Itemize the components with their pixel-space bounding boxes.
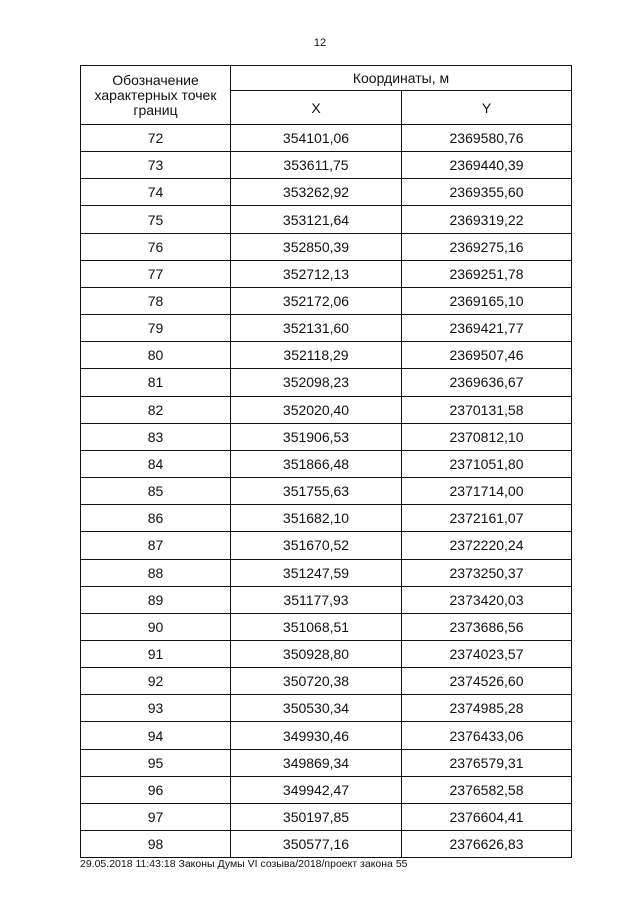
table-row: [81, 478, 572, 505]
x-coordinate-cell: 353121,64: [231, 206, 402, 233]
y-column-header: Y: [402, 91, 572, 125]
x-coordinate-cell: 352020,40: [231, 396, 402, 423]
table-row: [81, 505, 572, 532]
table-row: [81, 586, 572, 613]
point-cell: 82: [81, 396, 231, 423]
point-cell: 80: [81, 342, 231, 369]
y-coordinate-cell: 2369440,39: [402, 152, 572, 179]
point-cell: 87: [81, 532, 231, 559]
y-coordinate-cell: 2374526,60: [402, 668, 572, 695]
point-cell: 97: [81, 803, 231, 830]
table-row: [81, 450, 572, 477]
point-cell: 89: [81, 586, 231, 613]
table-row: [81, 233, 572, 260]
y-coordinate-cell: 2376582,58: [402, 776, 572, 803]
coordinates-table: [80, 65, 572, 858]
y-coordinate-cell: 2376579,31: [402, 749, 572, 776]
y-coordinate-cell: 2369319,22: [402, 206, 572, 233]
table-row: [81, 396, 572, 423]
y-coordinate-cell: 2369355,60: [402, 179, 572, 206]
x-coordinate-cell: 350928,80: [231, 640, 402, 667]
x-coordinate-cell: 351177,93: [231, 586, 402, 613]
table-row: [81, 532, 572, 559]
x-coordinate-cell: 354101,06: [231, 125, 402, 152]
point-cell: 92: [81, 668, 231, 695]
table-row: [81, 640, 572, 667]
y-coordinate-cell: 2369636,67: [402, 369, 572, 396]
table-row: [81, 342, 572, 369]
x-coordinate-cell: 351866,48: [231, 450, 402, 477]
point-cell: 75: [81, 206, 231, 233]
table-body: [81, 125, 572, 858]
y-coordinate-cell: 2369580,76: [402, 125, 572, 152]
table-row: [81, 559, 572, 586]
x-coordinate-cell: 351682,10: [231, 505, 402, 532]
point-cell: 96: [81, 776, 231, 803]
x-coordinate-cell: 352712,13: [231, 260, 402, 287]
table-row: [81, 695, 572, 722]
y-coordinate-cell: 2373686,56: [402, 613, 572, 640]
point-cell: 77: [81, 260, 231, 287]
table-header: [81, 66, 572, 125]
point-cell: 95: [81, 749, 231, 776]
x-coordinate-cell: 352131,60: [231, 315, 402, 342]
x-coordinate-cell: 350197,85: [231, 803, 402, 830]
point-cell: 83: [81, 423, 231, 450]
x-coordinate-cell: 353262,92: [231, 179, 402, 206]
page-number: 12: [313, 37, 327, 49]
y-coordinate-cell: 2372161,07: [402, 505, 572, 532]
table-row: [81, 613, 572, 640]
x-coordinate-cell: 351670,52: [231, 532, 402, 559]
y-coordinate-cell: 2369421,77: [402, 315, 572, 342]
x-coordinate-cell: 351068,51: [231, 613, 402, 640]
point-cell: 90: [81, 613, 231, 640]
point-cell: 98: [81, 831, 231, 858]
table-row: [81, 287, 572, 314]
y-coordinate-cell: 2370131,58: [402, 396, 572, 423]
table-row: [81, 803, 572, 830]
point-cell: 94: [81, 722, 231, 749]
y-coordinate-cell: 2374023,57: [402, 640, 572, 667]
point-cell: 81: [81, 369, 231, 396]
table-row: [81, 179, 572, 206]
x-coordinate-cell: 352098,23: [231, 369, 402, 396]
table-row: [81, 749, 572, 776]
point-cell: 79: [81, 315, 231, 342]
point-cell: 86: [81, 505, 231, 532]
point-column-header: Обозначение характерных точек границ: [81, 66, 231, 125]
y-coordinate-cell: 2376626,83: [402, 831, 572, 858]
point-cell: 88: [81, 559, 231, 586]
table-row: [81, 722, 572, 749]
x-coordinate-cell: 351906,53: [231, 423, 402, 450]
table-row: [81, 668, 572, 695]
x-coordinate-cell: 350720,38: [231, 668, 402, 695]
x-coordinate-cell: 353611,75: [231, 152, 402, 179]
point-cell: 85: [81, 478, 231, 505]
y-coordinate-cell: 2373420,03: [402, 586, 572, 613]
y-coordinate-cell: 2373250,37: [402, 559, 572, 586]
y-coordinate-cell: 2371051,80: [402, 450, 572, 477]
table-row: [81, 152, 572, 179]
y-coordinate-cell: 2374985,28: [402, 695, 572, 722]
y-coordinate-cell: 2372220,24: [402, 532, 572, 559]
x-coordinate-cell: 352172,06: [231, 287, 402, 314]
y-coordinate-cell: 2369165,10: [402, 287, 572, 314]
coordinates-column-header: Координаты, м: [231, 66, 572, 91]
table-row: [81, 125, 572, 152]
y-coordinate-cell: 2376433,06: [402, 722, 572, 749]
point-cell: 76: [81, 233, 231, 260]
table-row: [81, 206, 572, 233]
table-row: [81, 831, 572, 858]
x-coordinate-cell: 349869,34: [231, 749, 402, 776]
point-cell: 72: [81, 125, 231, 152]
y-coordinate-cell: 2376604,41: [402, 803, 572, 830]
point-cell: 73: [81, 152, 231, 179]
point-cell: 84: [81, 450, 231, 477]
y-coordinate-cell: 2369275,16: [402, 233, 572, 260]
document-footer: 29.05.2018 11:43:18 Законы Думы VI созыва/2018/проект закона 55: [80, 858, 408, 870]
y-coordinate-cell: 2369251,78: [402, 260, 572, 287]
point-cell: 78: [81, 287, 231, 314]
table-row: [81, 369, 572, 396]
x-coordinate-cell: 352850,39: [231, 233, 402, 260]
x-coordinate-cell: 350577,16: [231, 831, 402, 858]
y-coordinate-cell: 2370812,10: [402, 423, 572, 450]
x-coordinate-cell: 351755,63: [231, 478, 402, 505]
point-cell: 74: [81, 179, 231, 206]
x-coordinate-cell: 352118,29: [231, 342, 402, 369]
x-coordinate-cell: 349942,47: [231, 776, 402, 803]
x-coordinate-cell: 351247,59: [231, 559, 402, 586]
point-cell: 91: [81, 640, 231, 667]
x-coordinate-cell: 349930,46: [231, 722, 402, 749]
table-row: [81, 423, 572, 450]
point-cell: 93: [81, 695, 231, 722]
x-coordinate-cell: 350530,34: [231, 695, 402, 722]
table-row: [81, 315, 572, 342]
y-coordinate-cell: 2369507,46: [402, 342, 572, 369]
table-row: [81, 260, 572, 287]
y-coordinate-cell: 2371714,00: [402, 478, 572, 505]
table-row: [81, 776, 572, 803]
x-column-header: X: [231, 91, 402, 125]
